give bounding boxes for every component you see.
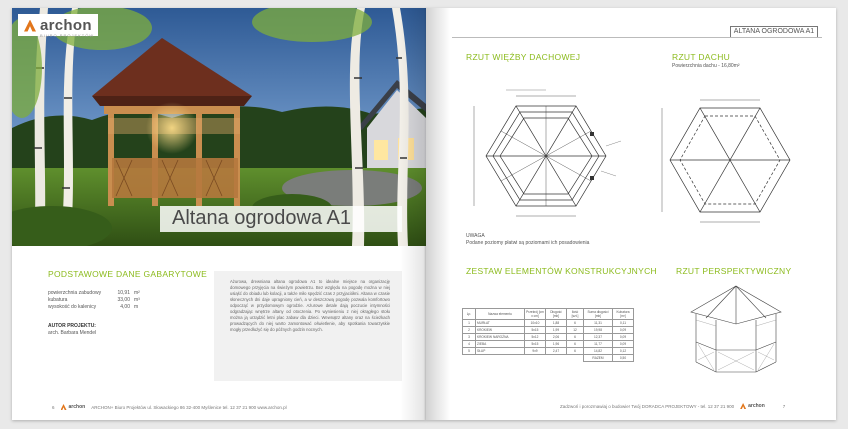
product-title: Altana ogrodowa A1	[172, 207, 352, 229]
table-row: 4 ZIEBA 5x15 1,96 6 11,77 0,09	[463, 341, 634, 348]
roof-area: Powierzchnia dachu - 16,80m²	[672, 63, 740, 69]
left-footer	[52, 404, 287, 410]
archon-logo-icon	[24, 20, 36, 32]
right-footer	[560, 403, 785, 409]
perspective-drawing	[686, 282, 786, 382]
right-footer-text: Zadzwoń i porozmawiaj o budowie! Twój DORADCA PROJEKTOWY - tel. 12 37 21 900	[560, 403, 735, 409]
dims-row: wysokość do kalenicy 4,00 m	[48, 304, 139, 310]
brand-name: archon	[40, 17, 92, 34]
dims-list	[48, 290, 140, 311]
perspective-heading: RZUT PERSPEKTYWICZNY	[676, 266, 792, 276]
author-label: AUTOR PROJEKTU:	[48, 323, 96, 329]
archon-logo-icon	[61, 404, 67, 410]
dims-row: powierzchnia zabudowy 10,91 m²	[48, 290, 140, 296]
roof-plan-drawing	[660, 96, 800, 230]
table-row: 5 SŁUP 9x9 2,47 6 14,82 0,12	[463, 348, 634, 355]
header-divider	[452, 37, 822, 38]
footer-logo-left: archon	[61, 404, 86, 410]
archon-logo	[18, 14, 98, 36]
table-total-row: RAZEM 0,50	[463, 355, 634, 362]
dims-row: kubatura 33,00 m³	[48, 297, 140, 303]
elements-heading: ZESTAW ELEMENTÓW KONSTRUKCYJNYCH	[466, 266, 657, 276]
roof-frame-heading: RZUT WIĘŹBY DACHOWEJ	[466, 52, 581, 62]
author-block	[48, 323, 96, 337]
left-page-number: 6	[52, 404, 55, 410]
author-name: arch. Barbara Mendel	[48, 330, 97, 336]
table-header-row: Lp. Nazwa elementu Przekrój [cm x cm] Długość [mb] Ilość [szt.] Suma długości [mb] Kubatura [m³]	[463, 309, 634, 320]
footer-logo-right: archon	[740, 403, 765, 409]
table-row: 3 KROKIEW NAROŻNA 5x12 2,06 6 12,37 0,09	[463, 334, 634, 341]
elements-table	[462, 308, 634, 362]
table-row: 2 KROKIEW 5x15 1,99 12 19,98 0,09	[463, 327, 634, 334]
left-footer-text: ARCHON+ Biuro Projektów ul. Słowackiego 86 32-400 Myślenice tel. 12 37 21 900 www.archon.pl	[91, 404, 287, 410]
product-title-box	[160, 206, 402, 232]
brand-tagline: BIURO PROJEKTÓW	[40, 33, 95, 38]
archon-logo-icon	[740, 403, 746, 409]
roof-heading: RZUT DACHU	[672, 52, 731, 62]
description-box	[214, 271, 402, 381]
table-row: 1 MURŁAT 10x10 1,88 6 11,31 0,11	[463, 320, 634, 327]
description-text: Ażurowa, drewniana altana ogrodowa A1 to idealne miejsce na organizację domowego przyjęcia na świeżym powietrzu. Bez względu na pogodę można w niej usiąść do obiadu lub kolacji, a także miło spędzić czas z przyjaciółmi. Altana w czasie słonecznych dni daje upragniony cień, a w deszczową pogodę pozwala komfortowo odpocząć w przydomowym ogrodzie. Ażurowe detale dają poczucie intymności odgradzając wnętrze altany od otoczenia. Po wyniesieniu z niej okrągłego stołu można ją urządzić letni plac zabaw dla dzieci. Wewnątrz altany oraz na ścieżkach prowadzących do niej warto zamontować oświetlenie, aby spotkania towarzyskie mogły przedłużyć się do późnych godzin nocnych.	[230, 279, 390, 332]
roof-frame-drawing	[466, 86, 626, 226]
note-label: UWAGA	[466, 233, 485, 239]
note-text: Podane poziomy płatwi są poziomami ich posadowienia	[466, 240, 590, 246]
basic-dims-heading: PODSTAWOWE DANE GABARYTOWE	[48, 269, 208, 279]
right-page-number: 7	[782, 403, 786, 409]
header-tag: ALTANA OGRODOWA A1	[730, 26, 818, 38]
